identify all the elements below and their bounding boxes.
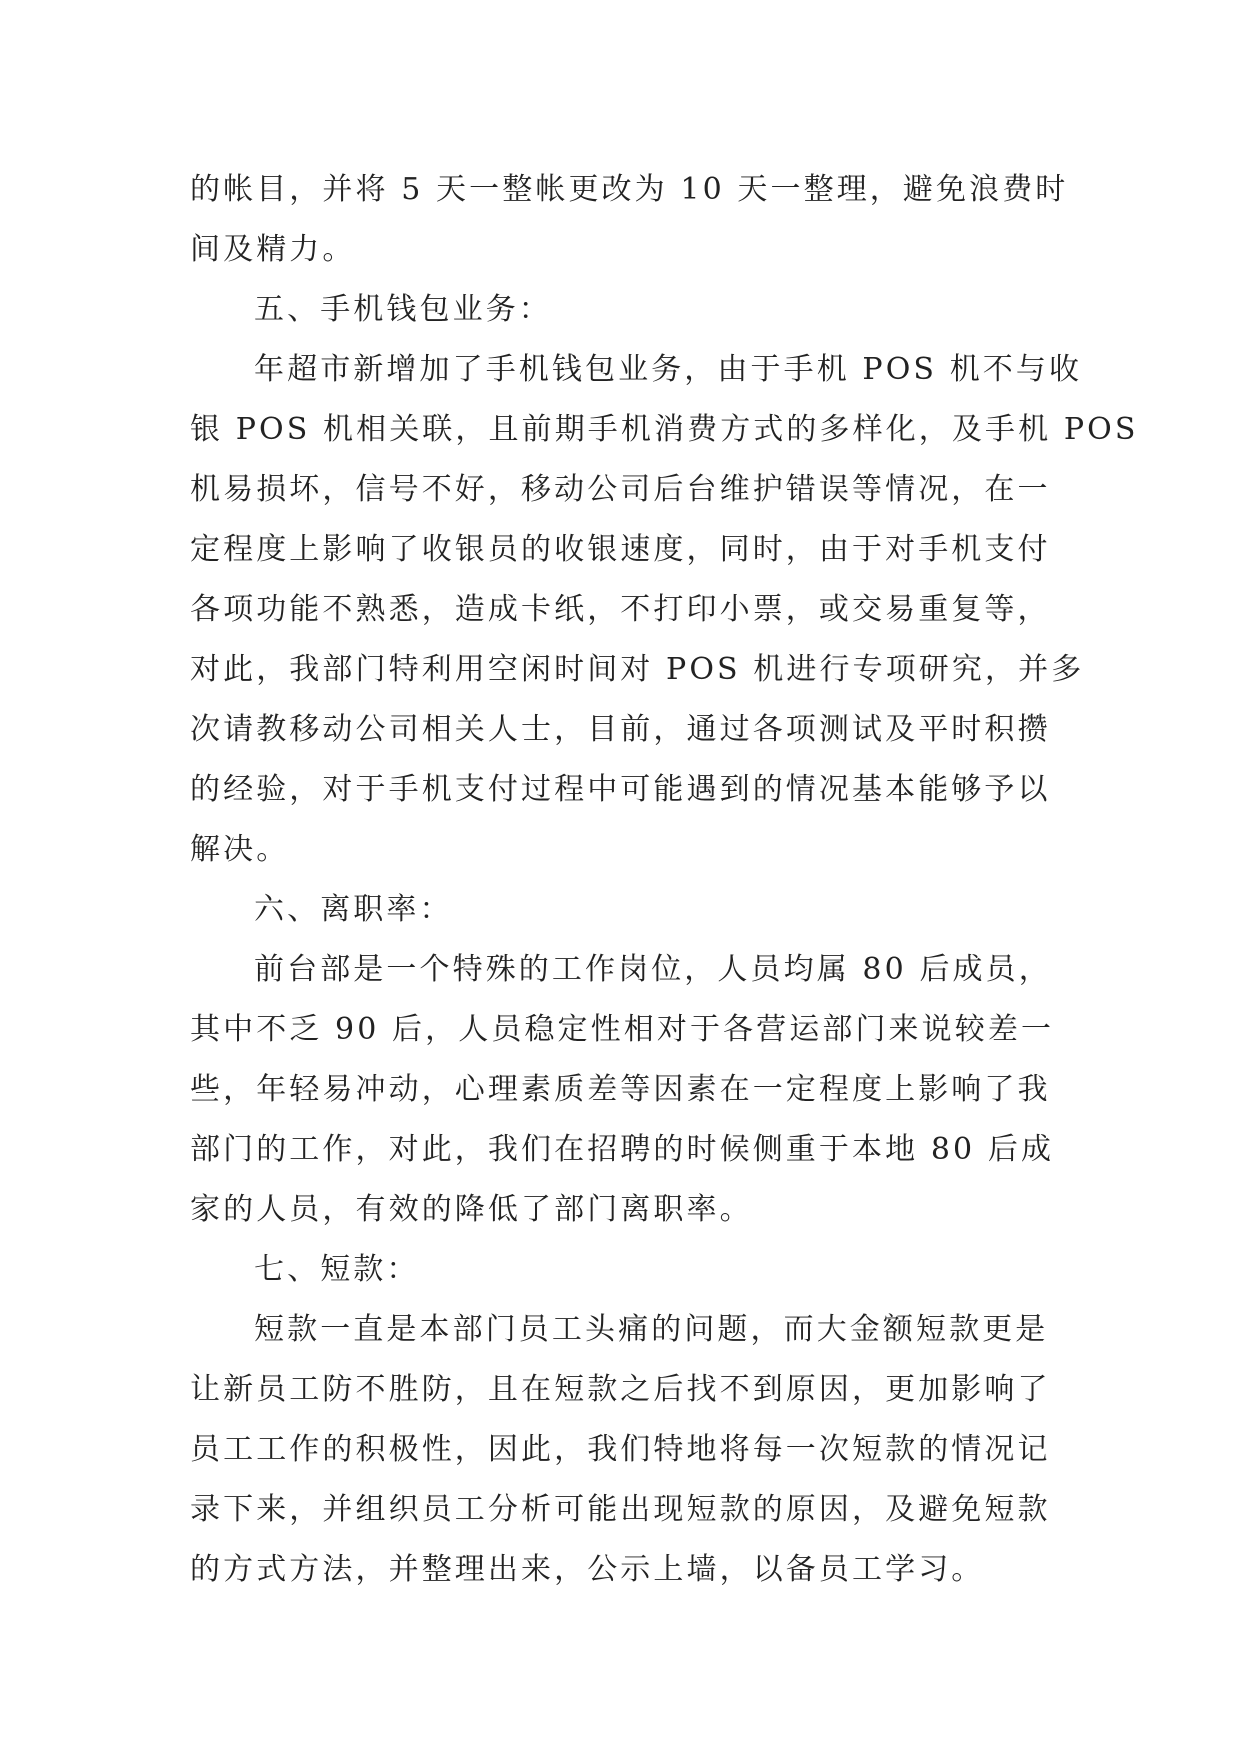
text-line: 次请教移动公司相关人士，目前，通过各项测试及平时积攒 bbox=[190, 712, 1051, 747]
text-line: 让新员工防不胜防，且在短款之后找不到原因，更加影响了 bbox=[190, 1372, 1051, 1407]
text-line: 短款一直是本部门员工头痛的问题，而大金额短款更是 bbox=[254, 1312, 1049, 1347]
document-body bbox=[190, 160, 1139, 1600]
text-line: 各项功能不熟悉，造成卡纸，不打印小票，或交易重复等， bbox=[190, 592, 1051, 627]
text-line: 对此，我部门特利用空闲时间对 POS 机进行专项研究，并多 bbox=[190, 652, 1085, 687]
text-line: 其中不乏 90 后，人员稳定性相对于各营运部门来说较差一 bbox=[190, 1012, 1055, 1047]
text-line: 银 POS 机相关联，且前期手机消费方式的多样化，及手机 POS bbox=[190, 412, 1139, 447]
text-line: 解决。 bbox=[190, 832, 290, 867]
section-heading: 五、手机钱包业务： bbox=[254, 292, 552, 327]
text-line: 的方式方法，并整理出来，公示上墙，以备员工学习。 bbox=[190, 1552, 985, 1587]
text-line: 部门的工作，对此，我们在招聘的时候侧重于本地 80 后成 bbox=[190, 1132, 1055, 1167]
text-line: 机易损坏，信号不好，移动公司后台维护错误等情况，在一 bbox=[190, 472, 1051, 507]
text-line: 定程度上影响了收银员的收银速度，同时，由于对手机支付 bbox=[190, 532, 1051, 567]
text-line: 年超市新增加了手机钱包业务，由于手机 POS 机不与收 bbox=[254, 352, 1083, 387]
section-heading: 七、短款： bbox=[254, 1252, 420, 1287]
text-line: 家的人员，有效的降低了部门离职率。 bbox=[190, 1192, 753, 1227]
text-line: 员工工作的积极性，因此，我们特地将每一次短款的情况记 bbox=[190, 1432, 1051, 1467]
section-heading: 六、离职率： bbox=[254, 892, 453, 927]
text-line: 的经验，对于手机支付过程中可能遇到的情况基本能够予以 bbox=[190, 772, 1051, 807]
text-line: 间及精力。 bbox=[190, 232, 356, 267]
text-line: 录下来，并组织员工分析可能出现短款的原因，及避免短款 bbox=[190, 1492, 1051, 1527]
text-line: 前台部是一个特殊的工作岗位，人员均属 80 后成员， bbox=[254, 952, 1052, 987]
text-line: 的帐目，并将 5 天一整帐更改为 10 天一整理，避免浪费时 bbox=[190, 172, 1069, 207]
text-line: 些，年轻易冲动，心理素质差等因素在一定程度上影响了我 bbox=[190, 1072, 1051, 1107]
